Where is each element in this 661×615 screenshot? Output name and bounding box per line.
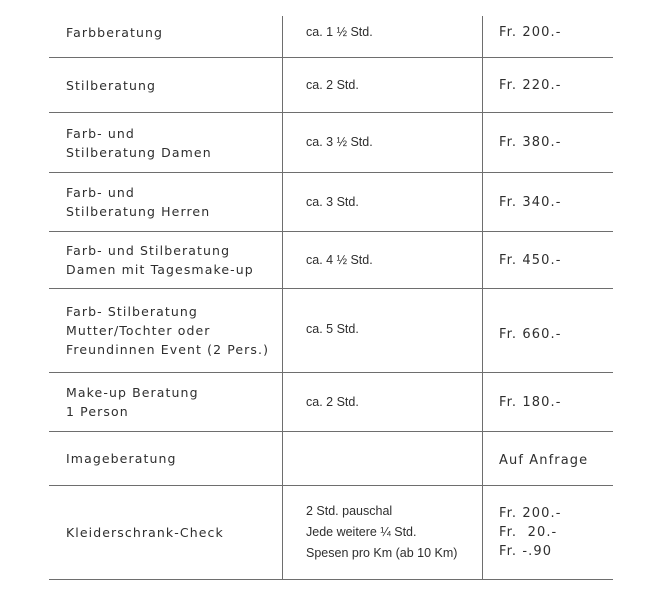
service-name: Make-up Beratung 1 Person	[66, 385, 199, 419]
table-row	[49, 232, 613, 288]
service-price: Fr. 220.-	[499, 77, 562, 93]
service-duration: ca. 3 Std.	[306, 194, 359, 209]
table-bottom-border	[49, 579, 613, 580]
service-price: Fr. 340.-	[499, 194, 562, 210]
service-duration: ca. 1 ½ Std.	[306, 25, 373, 39]
table-row	[49, 373, 613, 431]
service-duration: ca. 3 ½ Std.	[306, 135, 373, 149]
service-price: Fr. 380.-	[499, 135, 562, 150]
table-row	[49, 289, 613, 372]
service-duration: ca. 5 Std.	[306, 322, 359, 336]
service-name: Farb- und Stilberatung Damen mit Tagesmake-up	[66, 243, 254, 277]
service-duration: ca. 4 ½ Std.	[306, 252, 373, 267]
service-price: Fr. 450.-	[499, 252, 562, 268]
service-duration	[306, 432, 486, 485]
service-price: Fr. 200.-	[499, 25, 562, 40]
table-row	[49, 8, 613, 57]
table-row	[49, 58, 613, 112]
table-row	[49, 113, 613, 172]
table-row	[49, 432, 613, 485]
service-duration: ca. 2 Std.	[306, 394, 359, 409]
service-price: Fr. 180.-	[499, 394, 562, 410]
service-name: Farb- und Stilberatung Damen	[66, 125, 212, 160]
table-row	[49, 173, 613, 231]
service-price: Fr. 200.- Fr. 20.- Fr. -.90	[499, 506, 562, 559]
service-name: Imageberatung	[66, 451, 177, 466]
service-duration: ca. 2 Std.	[306, 77, 359, 92]
service-price: Fr. 660.-	[499, 327, 562, 342]
service-price: Auf Anfrage	[499, 453, 589, 468]
table-row	[49, 486, 613, 579]
price-table	[49, 0, 613, 615]
service-name: Farb- Stilberatung Mutter/Tochter oder Freundinnen Event (2 Pers.)	[66, 304, 270, 357]
service-name: Farbberatung	[66, 25, 164, 40]
service-name: Kleiderschrank-Check	[66, 525, 224, 540]
service-name: Farb- und Stilberatung Herren	[66, 185, 211, 219]
service-duration: 2 Std. pauschal Jede weitere ¼ Std. Spesen pro Km (ab 10 Km)	[306, 504, 458, 560]
service-name: Stilberatung	[66, 77, 157, 93]
